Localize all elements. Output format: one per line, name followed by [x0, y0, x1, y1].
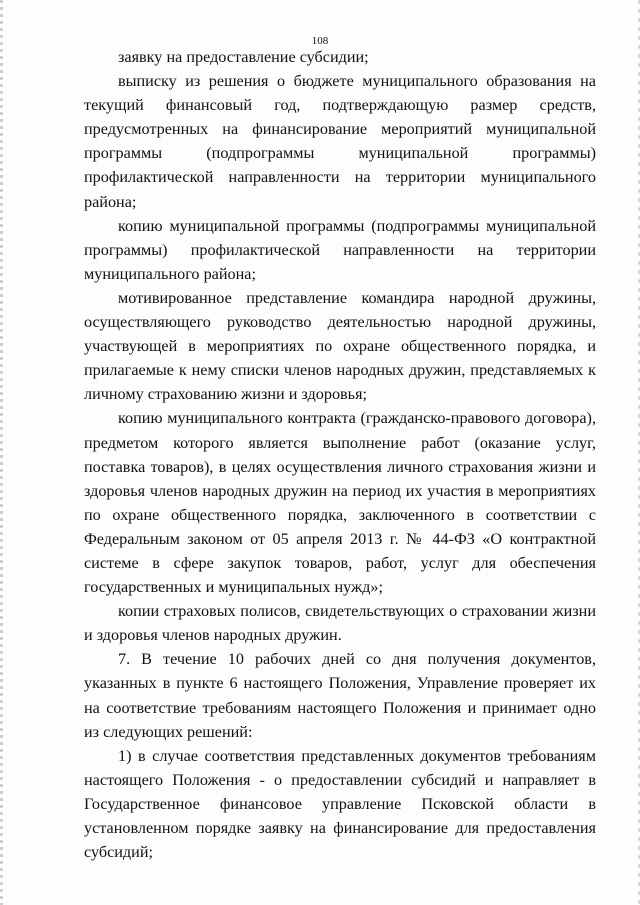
paragraph-item-7: 7. В течение 10 рабочих дней со дня получения документов, указанных в пункте 6 настоящего Положения, Управление проверяет их на соответствие требованиям настоящего Положения и принимает одно из следующих решений: — [84, 650, 596, 741]
paragraph-application: заявку на предоставление субсидии; — [118, 48, 369, 66]
page-number: 108 — [311, 35, 329, 47]
scan-edge-left — [0, 0, 3, 905]
document-body — [84, 45, 596, 864]
paragraph-program-copy: копию муниципальной программы (подпрограммы муниципальной программы) профилактической направленности на территории муниципального района; — [84, 216, 596, 283]
paragraph-commander-submission: мотивированное представление командира народной дружины, осуществляющего руководство деятельностью народной дружины, участвующей в мероприятиях по охране общественного порядка, и прилагаемые к нему списки членов народных дружин, представляемых к личному страхованию жизни и здоровья; — [84, 288, 596, 404]
paragraph-decision-1: 1) в случае соответствия представленных документов требованиям настоящего Положения - о предоставлении субсидий и направляет в Государственное финансовое управление Псковской области в установленном порядке заявку на финансирование для предоставления субсидий; — [84, 746, 596, 862]
paragraph-contract-copy: копию муниципального контракта (гражданско-правового договора), предметом которого является выполнение работ (оказание услуг, поставка товаров), в целях осуществления личного страхования жизни и здоровья членов народных дружин на период их участия в мероприятиях по охране общественного порядка, заключенного в соответствии с Федеральным законом от 05 апреля 2013 г. № 44-ФЗ «О контрактной системе в сфере закупок товаров, работ, услуг для обеспечения государственных и муниципальных нужд»; — [84, 409, 596, 597]
paragraph-budget-extract: выписку из решения о бюджете муниципального образования на текущий финансовый год, подтверждающую размер средств, предусмотренных на финансирование мероприятий муниципальной программы (подпрограммы муниципальной программы) профилактической направленности на территории муниципального района; — [84, 72, 596, 211]
paragraph-insurance-policies: копии страховых полисов, свидетельствующих о страховании жизни и здоровья членов народных дружин. — [84, 602, 596, 645]
